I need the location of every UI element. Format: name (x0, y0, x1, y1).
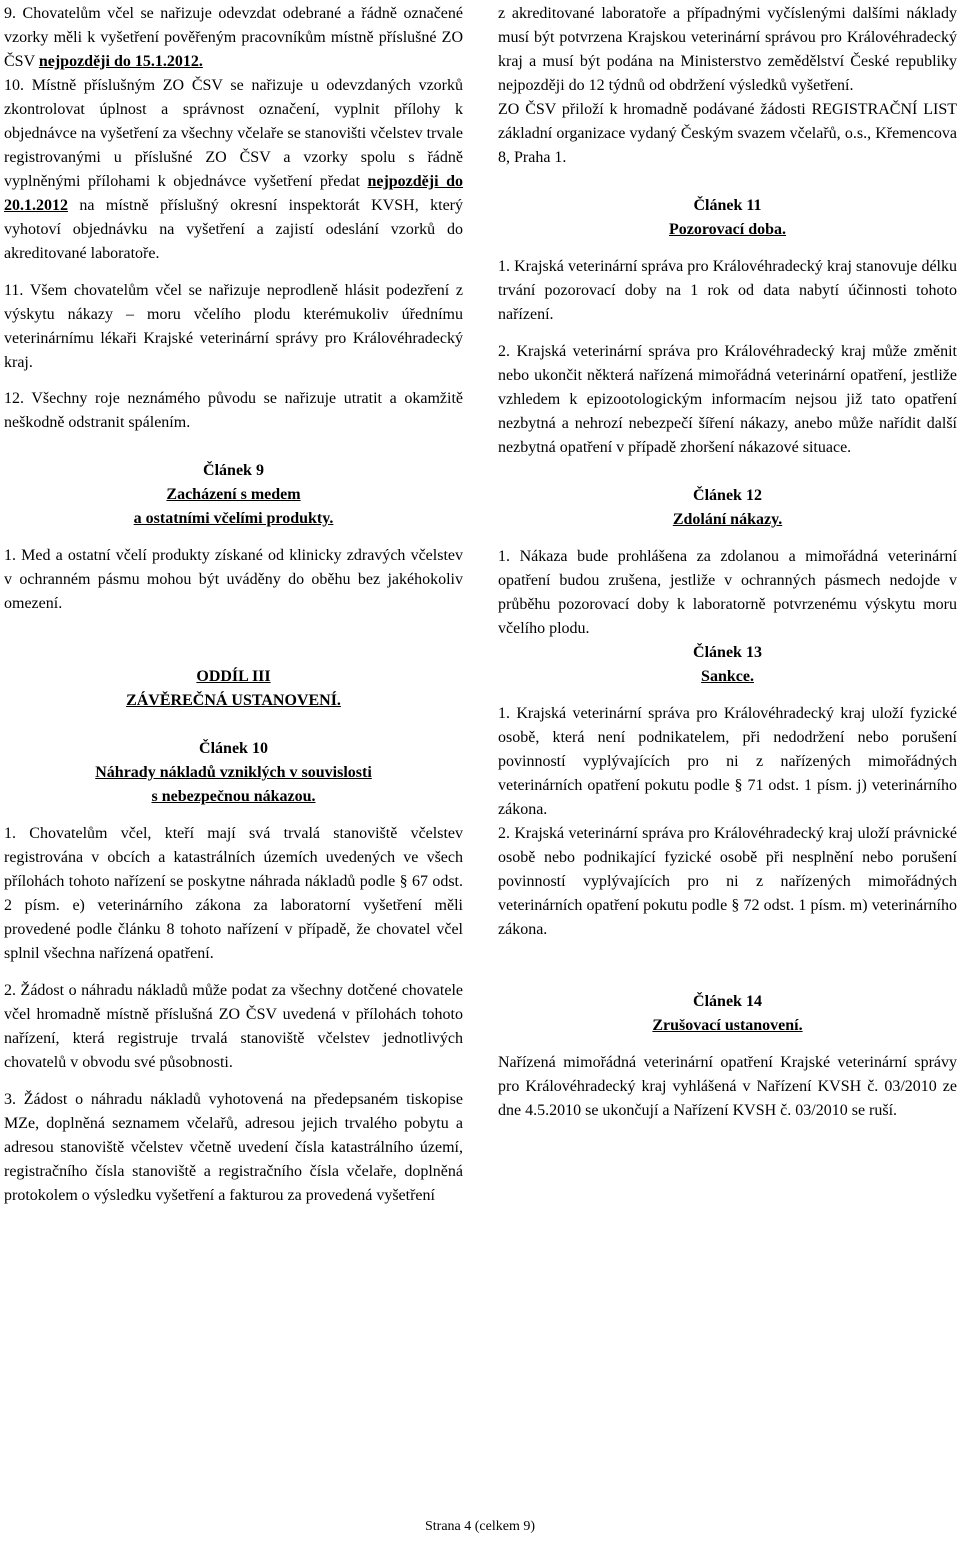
paragraph-10-text-b: na místně příslušný okresní inspektorát KVSH, který vyhotoví objednávku na vyšetření a zajistí odeslání vzorků do akreditované laboratoře. (4, 197, 463, 262)
paragraph-10 (4, 74, 463, 266)
article-11-paragraph-2: 2. Krajská veterinární správa pro Královéhradecký kraj může změnit nebo ukončit některá nařízená mimořádná veterinární opatření, jestliže vzhledem k epizootologickým informacím nejsou již tato opatření nezbytná a nehrozí nebezpečí šíření nákazy, anebo může nařídit další nezbytná opatření v případě zhoršení nákazové situace. (498, 343, 957, 456)
article-9-heading (4, 459, 463, 531)
article-14-paragraph-1: Nařízená mimořádná veterinární opatření Krajské veterinární správy pro Královéhradecký kraj vyhlášená v Nařízení KVSH č. 03/2010 ze dne 4.5.2010 se ukončují a Nařízení KVSH č. 03/2010 se ruší. (498, 1054, 957, 1119)
section-3-heading (4, 665, 463, 713)
article-13-subtitle: Sankce. (701, 668, 754, 685)
paragraph-9-text: 9. Chovatelům včel se nařizuje odevzdat odebrané a řádně označené vzorky měli k vyšetření pověřeným pracovníkům místně příslušné ZO ČSV (4, 5, 463, 70)
left-column (4, 2, 463, 1208)
article-10-subtitle-1: Náhrady nákladů vzniklých v souvislosti (95, 764, 372, 781)
paragraph-10-text-a: 10. Místně příslušným ZO ČSV se nařizuje u odevzdaných vzorků zkontrolovat úplnost a správnost označení, vyplnit přílohy k objednávce na vyšetření za všechny včelaře se stanovišti včelstev trvale registrovanými u příslušné ZO ČSV a vzorky spolu s řádně vyplněnými přílohami k objednávce vyšetření předat (4, 77, 463, 190)
article-13-heading (498, 641, 957, 689)
article-12-paragraph-1: 1. Nákaza bude prohlášena za zdolanou a mimořádná veterinární opatření budou zrušena, jestliže v ochranných pásmech nedojde v průběhu pozorovací doby k laboratorně potvrzenému výskytu moru včelího plodu. (498, 548, 957, 637)
article-9-paragraph-1: 1. Med a ostatní včelí produkty získané od klinicky zdravých včelstev v ochranném pásmu mohou být uváděny do oběhu bez jakéhokoliv omezení. (4, 547, 463, 612)
article-11-subtitle: Pozorovací doba. (668, 221, 787, 238)
article-10-paragraph-2: 2. Žádost o náhradu nákladů může podat za všechny dotčené chovatele včel hromadně místně příslušná ZO ČSV uvedená v přílohách tohoto nařízení, která registruje trvalá stanoviště včelstev jednotlivých chovatelů v obvodu své působnosti. (4, 982, 463, 1071)
article-10-subtitle-2: s nebezpečnou nákazou. (151, 788, 316, 805)
paragraph-12: 12. Všechny roje neznámého původu se nařizuje utratit a okamžitě neškodně odstranit spálením. (4, 390, 463, 431)
article-9-subtitle-2: a ostatními včelími produkty. (133, 510, 334, 527)
page-number-footer: Strana 4 (celkem 9) (424, 1519, 535, 1534)
article-12-title: Článek 12 (693, 487, 762, 504)
article-9-subtitle-1: Zacházení s medem (166, 486, 301, 503)
article-11-title: Článek 11 (693, 197, 762, 214)
article-9-title: Článek 9 (203, 462, 264, 479)
article-13-paragraph-2: 2. Krajská veterinární správa pro Královéhradecký kraj uloží právnické osobě nebo podnikající fyzické osobě při nesplnění nebo porušení povinností vyplývajících pro ni z nařízených mimořádných veterinárních opatření pokutu podle § 72 odst. 1 písm. m) veterinárního zákona. (498, 825, 957, 938)
article-12-subtitle: Zdolání nákazy. (672, 511, 783, 528)
article-14-subtitle: Zrušovací ustanovení. (652, 1017, 803, 1034)
article-11-heading (498, 194, 957, 242)
article-12-heading (498, 484, 957, 532)
paragraph-11: 11. Všem chovatelům včel se nařizuje neprodleně hlásit podezření z výskytu nákazy – moru včelího plodu kterémukoliv úřednímu veterinárnímu lékaři Krajské veterinární správy pro Královéhradecký kraj. (4, 282, 463, 371)
zo-csv-registration-paragraph: ZO ČSV přiloží k hromadně podávané žádosti REGISTRAČNÍ LIST základní organizace vydaný Českým svazem včelařů, o.s., Křemencova 8, Praha 1. (498, 101, 957, 166)
article-10-paragraph-1: 1. Chovatelům včel, kteří mají svá trvalá stanoviště včelstev registrována v obcích a katastrálních územích uvedených ve všech přílohách tohoto nařízení se poskytne náhrada nákladů podle § 67 odst. 2 písm. e) veterinárního zákona za laboratorní vyšetření měli provedené podle článku 8 tohoto nařízení v případě, že chovatel včel splnil všechna nařízená opatření. (4, 825, 463, 962)
article-10-title: Článek 10 (199, 740, 268, 757)
article-14-title: Článek 14 (693, 993, 762, 1010)
section-3-title: ODDÍL III (196, 668, 271, 685)
paragraph-9-deadline: nejpozději do 15.1.2012. (38, 53, 203, 70)
article-10-heading (4, 737, 463, 809)
article-13-paragraph-1: 1. Krajská veterinární správa pro Královéhradecký kraj uloží fyzické osobě, která není podnikatelem, při nedodržení nebo porušení povinností vyplývajících pro ni z nařízených mimořádných veterinárních opatření pokutu podle § 71 odst. 1 písm. j) veterinárního zákona. (498, 705, 957, 818)
section-3-subtitle: ZÁVĚREČNÁ USTANOVENÍ. (126, 692, 341, 709)
article-13-title: Článek 13 (693, 644, 762, 661)
article-14-heading (498, 990, 957, 1038)
article-10-paragraph-3-continued: z akreditované laboratoře a případnými vyčíslenými dalšími náklady musí být potvrzena Krajskou veterinární správou pro Královéhradecký kraj a musí být podána na Ministerstvo zemědělství České republiky nejpozději do 12 týdnů od obdržení výsledků vyšetření. (498, 5, 957, 94)
paragraph-10-deadline: nejpozději do 20.1.2012 (4, 173, 464, 214)
article-10-paragraph-3: 3. Žádost o náhradu nákladů vyhotovená na předepsaném tiskopise MZe, doplněná seznamem včelařů, adresou jejich trvalého pobytu a adresou stanoviště včelstev včetně uvedení čísla katastrálního území, registračního čísla stanoviště a registračního čísla včelaře, doplněná protokolem o výsledku vyšetření a fakturou za provedená vyšetření (4, 1091, 463, 1204)
article-11-paragraph-1: 1. Krajská veterinární správa pro Královéhradecký kraj stanovuje délku trvání pozorovací doby na 1 rok od data nabytí účinnosti tohoto nařízení. (498, 258, 957, 323)
right-column (498, 2, 957, 1123)
paragraph-9 (4, 2, 463, 74)
